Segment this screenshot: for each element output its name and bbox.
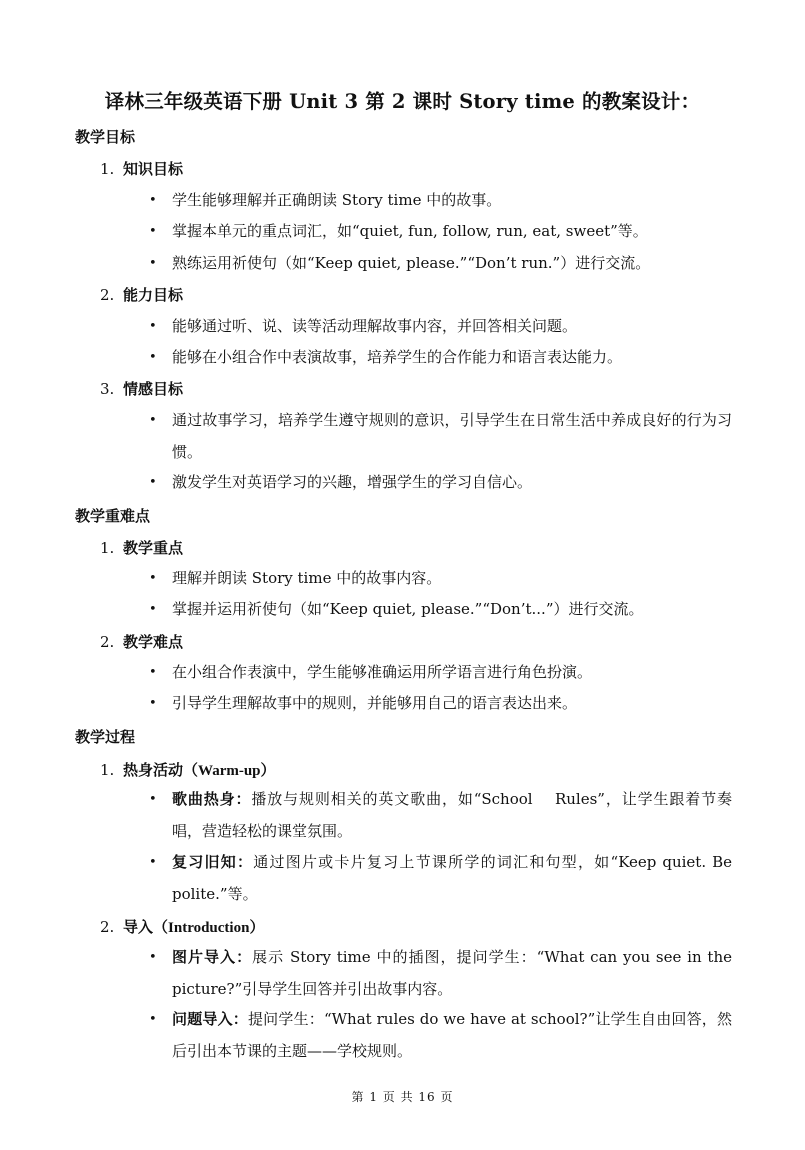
bullet-icon: •: [149, 855, 157, 870]
subsection-focus: [100, 537, 183, 558]
list-item-text: 通过图片或卡片复习上节课所学的词汇和句型，如“Keep quiet. Be polite.”等。: [172, 853, 732, 903]
list-item-text: 激发学生对英语学习的兴趣，增强学生的学习自信心。: [172, 473, 533, 491]
section-heading-process: 教学过程: [75, 728, 136, 746]
page-footer: 第 1 页 共 16 页: [351, 1090, 454, 1104]
list-item: [149, 784, 732, 847]
list-item: [149, 1004, 732, 1067]
bullet-icon: •: [149, 792, 157, 807]
list-item-text: 播放与规则相关的英文歌曲，如“School Rules”，让学生跟着节奏唱，营造轻松的课堂氛围。: [172, 790, 732, 840]
list-item: [149, 847, 732, 910]
label-cn: 热身活动（: [123, 761, 199, 779]
subsection-number: 3.: [100, 380, 115, 398]
label-cn: 导入（: [123, 918, 169, 936]
list-item: [149, 942, 732, 1005]
bullet-icon: •: [149, 224, 157, 239]
list-item: [149, 405, 732, 468]
section-heading-key-points: 教学重难点: [75, 507, 151, 525]
bullet-icon: •: [149, 475, 157, 490]
subsection-label: 情感目标: [123, 380, 184, 398]
subsection-warm-up: [100, 759, 276, 780]
bullet-icon: •: [149, 413, 157, 428]
list-item-heading: 图片导入：: [172, 948, 253, 966]
list-item: [149, 594, 732, 626]
bullet-icon: •: [149, 602, 157, 617]
list-item-heading: 问题导入：: [172, 1010, 248, 1028]
list-item-text: 展示 Story time 中的插图，提问学生：“What can you see in the picture?”引导学生回答并引出故事内容。: [172, 948, 732, 998]
bullet-icon: •: [149, 319, 157, 334]
label-en: Warm-up: [198, 763, 261, 779]
list-item: [149, 563, 732, 595]
list-item-text: 提问学生：“What rules do we have at school?”让学生自由回答，然后引出本节课的主题——学校规则。: [172, 1010, 732, 1060]
list-item-text: 学生能够理解并正确朗读 Story time 中的故事。: [172, 191, 502, 209]
list-item: [149, 342, 732, 374]
list-item: [149, 185, 732, 217]
bullet-icon: •: [149, 665, 157, 680]
section-heading-objectives: 教学目标: [75, 128, 136, 146]
bullet-icon: •: [149, 950, 157, 965]
subsection-ability: [100, 284, 183, 305]
subsection-label: [123, 918, 264, 936]
list-item: [149, 216, 732, 248]
list-item-text: 引导学生理解故事中的规则，并能够用自己的语言表达出来。: [172, 694, 578, 712]
label-end: ）: [249, 918, 265, 936]
subsection-label: 能力目标: [123, 286, 184, 304]
list-item-text: 理解并朗读 Story time 中的故事内容。: [172, 569, 442, 587]
subsection-difficulty: [100, 631, 183, 652]
bullet-icon: •: [149, 571, 157, 586]
list-item-heading: 复习旧知：: [172, 853, 254, 871]
subsection-knowledge: [100, 158, 183, 179]
subsection-number: 2.: [100, 286, 115, 304]
label-en: Introduction: [168, 920, 250, 936]
list-item-text: 通过故事学习，培养学生遵守规则的意识，引导学生在日常生活中养成良好的行为习惯。: [172, 411, 732, 461]
subsection-emotion: [100, 378, 183, 399]
list-item-text: 在小组合作表演中，学生能够准确运用所学语言进行角色扮演。: [172, 663, 593, 681]
subsection-number: 1.: [100, 160, 115, 178]
bullet-icon: •: [149, 1012, 157, 1027]
list-item: [149, 311, 732, 343]
subsection-number: 1.: [100, 761, 115, 779]
list-item-text: 熟练运用祈使句（如“Keep quiet, please.”“Don’t run.”）进行交流。: [172, 254, 651, 272]
list-item-heading: 歌曲热身：: [172, 790, 252, 808]
label-end: ）: [260, 761, 276, 779]
list-item: [149, 248, 732, 280]
subsection-label: 教学难点: [123, 633, 184, 651]
subsection-number: 1.: [100, 539, 115, 557]
document-title: 译林三年级英语下册 Unit 3 第 2 课时 Story time 的教案设计：: [104, 90, 701, 113]
list-item: [149, 467, 732, 499]
list-item-text: 掌握本单元的重点词汇，如“quiet, fun, follow, run, eat, sweet”等。: [172, 222, 648, 240]
list-item: [149, 657, 732, 689]
bullet-icon: •: [149, 193, 157, 208]
subsection-number: 2.: [100, 633, 115, 651]
subsection-number: 2.: [100, 918, 115, 936]
bullet-icon: •: [149, 256, 157, 271]
list-item: [149, 688, 732, 720]
list-item-text: 掌握并运用祈使句（如“Keep quiet, please.”“Don’t...”）进行交流。: [172, 600, 644, 618]
subsection-label: 教学重点: [123, 539, 184, 557]
bullet-icon: •: [149, 696, 157, 711]
subsection-label: [123, 761, 276, 779]
bullet-icon: •: [149, 350, 157, 365]
subsection-label: 知识目标: [123, 160, 184, 178]
list-item-text: 能够在小组合作中表演故事，培养学生的合作能力和语言表达能力。: [172, 348, 623, 366]
subsection-introduction: [100, 916, 264, 937]
list-item-text: 能够通过听、说、读等活动理解故事内容，并回答相关问题。: [172, 317, 578, 335]
